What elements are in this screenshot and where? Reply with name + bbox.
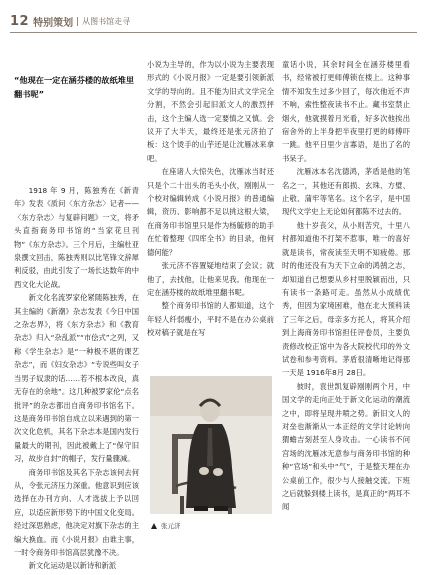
portrait-photo [150, 376, 272, 514]
paragraph: 在座诸人大惊失色，沈雁冰当时还只是个二十出头的毛头小伙，刚刚从一个校对编辑转成《小说月报》的普通编辑，资历、影响都不足以挑这根大梁，在商务印书馆里只是作为杨毓修的助手在忙着整理《四库全书》的目录，他何德何能？ [147, 167, 274, 257]
page-number: 12 [10, 13, 30, 29]
paragraph: 新文化运动是以新诗和新派 [28, 561, 117, 571]
paragraph: 小说为主导的，作为以小说为主要表现形式的《小说月报》一定是要引领新派文学的导向的。且不能为旧式文学完全分割，不然会引起旧派文人的激烈抨击，这个主编人选一定要慎之又慎。会议开了大半天，最终还是张元济拍了板：这个烫手的山芋还是让沈雁冰来拿吧。 [147, 60, 274, 163]
column-name: 特别策划 [33, 17, 74, 29]
header-rule [10, 32, 417, 33]
paragraph: 他十岁丧父，从小则苦究，十里八村都知道他不打架不惹事，唯一的喜好就是读书，常夜读至天明不知疲倦。那时的他还没有为天下立命的鸿鹄之志，却知道自己想要从乡村里脱颖而出，只有读书一条路可走。虽然从小成绩优秀，但因为家境困难，他在北大预科读了三年之后，母亲多方托人，将其介绍到上海商务印书馆担任评卷员，主要负责修改校正馆中为各大院校代印的外文试卷和参考资料。茅盾很清晰地记得那一天是 1916年8月 28日。 [282, 220, 410, 378]
section-name: 从图书馆走寻 [82, 16, 131, 26]
page-header [10, 13, 421, 29]
paragraph: 1918 年 9 月，陈独秀在《新青年》发表《质问〈东方杂志〉记者——〈东方杂志〉与复辟问题》一文，将矛头直指商务印书馆的“当家花旦刊物”《东方杂志》。三个月后，主编杜亚泉撰文回击，陈独秀则以比笔锋文辞犀利反驳，由此引发了一场长达数年的中西文化大论战。 [14, 186, 139, 289]
paragraph: 童话小说，其余时间全在涵芬楼里看书，经常被打更师傅锁在楼上。这种事情不知发生过多少回了，每次他近不声不响，索性整夜读书不止。藏书室禁止烟火，他就摸着月光看，好多次他挨出宿舍外的上半身把半夜里打更的师傅吓一跳。他平日里少言寡语，是出了名的书呆子。 [282, 60, 410, 163]
text-column-3 [282, 58, 410, 514]
caption-text: 张元济 [161, 522, 181, 530]
text-column-1 [14, 184, 139, 573]
paragraph: 新文化名流罗家伦紧随陈独秀，在其主编的《新潮》杂志发表《今日中国之杂志界》，将《东方杂志》和《教育杂志》归入“杂乱派”“市侩式”之列，又称《学生杂志》是“一种极不堪的课艺杂志”，而《妇女杂志》“专说些叫女子当男子奴隶的话……若不根本改良，真无存在的余地”。这几种被罗家伦“点名批评”的杂志都出自商务印书馆名下。这是商务印书馆自成立以来遇到的第一次文化危机，其名下杂志本是国内发行量最大的期刊，因此被戴上了“保守旧习，故步自封”的帽子，发行量骤减。 [14, 293, 139, 464]
photo-caption [151, 521, 181, 530]
paragraph: 沈雁冰本名沈德鸿，茅盾是他的笔名之一，其他还有郎损、玄珠、方璧、止敬、蒲牢等笔名。这个名字，是中国现代文学史上无论如何都陈不过去的。 [282, 167, 410, 217]
paragraph: 整个商务印书馆的人都知道，这个年轻人纤弱瘦小，平时不是在办公桌前校对稿子就是在写 [147, 301, 274, 338]
paragraph: 商务印书馆及其名下杂志该何去何从，令张元济压力深重。他意识到应该选择在办刊方向、人才选拔上予以回应，以适应新形势下的中国文化变局。经过深思熟虑，他决定对旗下杂志的主编大换血。而《小说月报》由谁主事，一时令商务印书馆高层犹豫不决。 [14, 467, 139, 557]
text-column-2 [147, 58, 274, 340]
paragraph: 张元济不容置疑地结束了会议；就他了，去找他，让他来见我。他现在一定在涵芬楼的故纸堆里翻书呢。 [147, 261, 274, 297]
portrait-illustration [150, 376, 272, 514]
article-subtitle: “他现在一定在涵芬楼的故纸堆里翻书呢” [14, 75, 135, 99]
caption-triangle-icon [151, 523, 157, 529]
header-separator [77, 17, 78, 26]
paragraph: 彼时，袁世凯复辟刚刚两个月，中国文学的走向正处于新文化运动的潮流之中，即将呈现井喷之势。新旧文人的对垒也渐渐从一本正经的文学讨论转向猬蟾吉刻甚至人身攻击。一心读书不问宫场的沈雁冰无意参与商务印书馆的种种“官场”和头中“气”，于是整天埋在办公桌前工作，很少与人接触交流。下班之后就躲到楼上读书，是真正的“两耳不闻 [282, 381, 410, 512]
